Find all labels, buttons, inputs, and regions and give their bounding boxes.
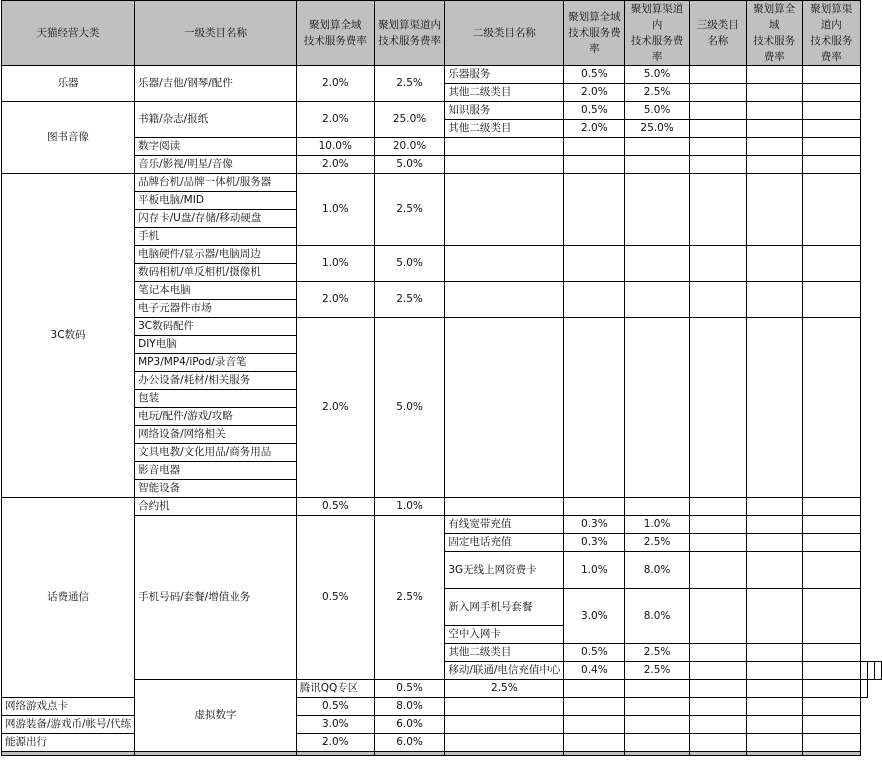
l1-name-cell: 手机号码/套餐/增值业务 (135, 516, 297, 680)
empty-cell (625, 174, 689, 246)
empty-cell (802, 680, 860, 698)
empty-cell (746, 246, 802, 282)
l1-name-cell: 品牌台机/品牌一体机/服务器 (135, 174, 297, 192)
l2-name-cell: 其他二级类目 (445, 84, 564, 102)
header-text: 技术服务费率 (810, 35, 853, 63)
l1-name-cell: 网络游戏点卡 (2, 698, 135, 716)
empty-cell (564, 246, 625, 282)
header-text: 聚划算全域 (753, 3, 796, 31)
l1-name-cell: 办公设备/耗材/相关服务 (135, 372, 297, 390)
header-l3-all-rate (746, 1, 802, 66)
empty-cell (746, 680, 802, 698)
empty-cell (689, 534, 746, 552)
empty-cell (746, 589, 802, 644)
footer-cell (625, 752, 689, 756)
empty-cell (746, 498, 802, 516)
empty-cell (445, 282, 564, 318)
table-row (2, 716, 882, 734)
empty-cell (625, 680, 689, 698)
empty-cell (802, 156, 860, 174)
empty-cell (689, 120, 746, 138)
l1-all-rate-cell: 2.0% (296, 318, 374, 498)
l1-all-rate-cell: 2.0% (296, 66, 374, 102)
empty-cell (802, 318, 860, 498)
l1-all-rate-cell: 2.0% (296, 282, 374, 318)
l2-name-cell: 知识服务 (445, 102, 564, 120)
empty-cell (564, 680, 625, 698)
l2-name-cell: 其他二级类目 (445, 644, 564, 662)
header-l3-name (689, 1, 746, 66)
l2-name-cell: 3G无线上网资费卡 (445, 552, 564, 589)
l1-name-cell: 合约机 (135, 498, 297, 516)
empty-cell (746, 734, 802, 752)
empty-cell (689, 66, 746, 84)
footer-cell (802, 752, 860, 756)
l1-name-cell: 手机 (135, 228, 297, 246)
header-text: 技术服务费率 (753, 35, 796, 63)
empty-cell (802, 698, 860, 716)
l1-all-rate-cell: 0.4% (564, 662, 625, 680)
empty-cell (625, 716, 689, 734)
empty-cell (445, 246, 564, 282)
footer-cell (746, 752, 802, 756)
l1-all-rate-cell: 2.0% (296, 156, 374, 174)
empty-cell (689, 102, 746, 120)
empty-cell (802, 282, 860, 318)
category-cell: 话费通信 (2, 498, 135, 698)
footer-cell (135, 752, 297, 756)
empty-cell (564, 174, 625, 246)
header-l2-name (445, 1, 564, 66)
header-text: 天猫经营大类 (36, 27, 100, 39)
table-row (2, 698, 882, 716)
l1-name-cell: 笔记本电脑 (135, 282, 297, 300)
l2-channel-rate-cell: 8.0% (625, 589, 689, 644)
empty-cell (625, 734, 689, 752)
l1-all-rate-cell: 3.0% (296, 716, 374, 734)
empty-cell (802, 120, 860, 138)
l1-name-cell: DIY电脑 (135, 336, 297, 354)
empty-cell (802, 644, 860, 662)
l1-channel-rate-cell: 2.5% (374, 174, 445, 246)
empty-cell (746, 552, 802, 589)
empty-cell (802, 174, 860, 246)
empty-cell (689, 246, 746, 282)
l1-name-cell: 电玩/配件/游戏/攻略 (135, 408, 297, 426)
empty-cell (445, 734, 564, 752)
empty-cell (802, 589, 860, 644)
footer-cell (445, 752, 564, 756)
l1-channel-rate-cell: 6.0% (374, 734, 445, 752)
empty-cell (564, 698, 625, 716)
table-row (2, 66, 882, 84)
l1-name-cell: 电子元器件市场 (135, 300, 297, 318)
header-text: 技术服务费率 (568, 27, 621, 55)
empty-cell (564, 282, 625, 318)
l1-channel-rate-cell: 20.0% (374, 138, 445, 156)
l1-name-cell: 文具电教/文化用品/商务用品 (135, 444, 297, 462)
empty-cell (625, 138, 689, 156)
header-text: 聚划算全域 (568, 11, 621, 23)
l1-all-rate-cell: 0.5% (296, 498, 374, 516)
l1-all-rate-cell: 0.5% (296, 698, 374, 716)
l2-all-rate-cell: 0.5% (564, 644, 625, 662)
header-l2-all-rate (564, 1, 625, 66)
empty-cell (625, 282, 689, 318)
l1-name-cell: 音乐/影视/明星/音像 (135, 156, 297, 174)
l2-all-rate-cell: 0.3% (564, 516, 625, 534)
l1-name-cell: 闪存卡/U盘/存储/移动硬盘 (135, 210, 297, 228)
footer-cell (374, 752, 445, 756)
empty-cell (746, 534, 802, 552)
l1-channel-rate-cell: 2.5% (445, 680, 564, 698)
empty-cell (802, 498, 860, 516)
empty-cell (802, 66, 860, 84)
empty-cell (564, 716, 625, 734)
header-l1-channel-rate (374, 1, 445, 66)
l1-channel-rate-cell: 1.0% (374, 498, 445, 516)
empty-cell (564, 498, 625, 516)
header-text: 二级类目名称 (472, 27, 536, 39)
empty-cell (746, 282, 802, 318)
header-l1-name (135, 1, 297, 66)
empty-cell (689, 516, 746, 534)
l1-all-rate-cell: 2.0% (296, 734, 374, 752)
empty-cell (746, 662, 802, 680)
l1-channel-rate-cell: 5.0% (374, 246, 445, 282)
empty-cell (689, 282, 746, 318)
empty-cell (861, 662, 868, 680)
empty-cell (625, 498, 689, 516)
l1-all-rate-cell: 1.0% (296, 246, 374, 282)
empty-cell (625, 246, 689, 282)
empty-cell (802, 552, 860, 589)
category-cell: 乐器 (2, 66, 135, 102)
empty-cell (689, 734, 746, 752)
empty-cell (746, 644, 802, 662)
empty-cell (564, 138, 625, 156)
l1-name-cell: 书籍/杂志/报纸 (135, 102, 297, 138)
header-text: 聚划算渠道内 (378, 19, 442, 31)
empty-cell (564, 734, 625, 752)
l2-channel-rate-cell: 2.5% (625, 84, 689, 102)
empty-cell (875, 662, 882, 680)
empty-cell (861, 680, 868, 698)
l2-channel-rate-cell: 2.5% (625, 644, 689, 662)
empty-cell (746, 174, 802, 246)
empty-cell (802, 84, 860, 102)
l2-name-cell: 乐器服务 (445, 66, 564, 84)
l2-channel-rate-cell: 5.0% (625, 102, 689, 120)
empty-cell (445, 318, 564, 498)
l2-all-rate-cell: 0.5% (564, 66, 625, 84)
l1-channel-rate-cell: 5.0% (374, 156, 445, 174)
empty-cell (689, 589, 746, 644)
l2-channel-rate-cell: 2.5% (625, 534, 689, 552)
l2-channel-rate-cell: 25.0% (625, 120, 689, 138)
l1-name-cell: 数码相机/单反相机/摄像机 (135, 264, 297, 282)
header-l3-channel-rate (802, 1, 860, 66)
fee-rate-table (1, 0, 882, 756)
header-text: 技术服务费率 (303, 35, 367, 47)
empty-cell (802, 102, 860, 120)
l1-channel-rate-cell: 5.0% (374, 318, 445, 498)
l1-channel-rate-cell: 6.0% (374, 716, 445, 734)
l1-name-cell: 3C数码配件 (135, 318, 297, 336)
l1-all-rate-cell: 2.0% (296, 102, 374, 138)
l1-all-rate-cell: 0.5% (374, 680, 445, 698)
footer-cell (296, 752, 374, 756)
empty-cell (564, 318, 625, 498)
empty-cell (689, 644, 746, 662)
header-row (2, 1, 882, 66)
header-text: 聚划算全域 (309, 19, 362, 31)
l1-name-cell: 包装 (135, 390, 297, 408)
empty-cell (746, 66, 802, 84)
empty-cell (625, 156, 689, 174)
l2-name-cell: 空中入网卡 (445, 626, 564, 644)
l2-name-cell: 其他二级类目 (445, 120, 564, 138)
l1-name-cell: 网络设备/网络相关 (135, 426, 297, 444)
empty-cell (746, 716, 802, 734)
empty-cell (689, 552, 746, 589)
category-cell: 虚拟数字 (135, 680, 297, 752)
l1-channel-rate-cell: 2.5% (374, 66, 445, 102)
table-row (2, 498, 882, 516)
l1-channel-rate-cell: 25.0% (374, 102, 445, 138)
l2-all-rate-cell: 0.3% (564, 534, 625, 552)
empty-cell (689, 156, 746, 174)
l1-channel-rate-cell: 2.5% (374, 282, 445, 318)
l1-name-cell: 影音电器 (135, 462, 297, 480)
empty-cell (868, 662, 875, 680)
l1-name-cell: 腾讯QQ专区 (296, 680, 374, 698)
l1-channel-rate-cell: 2.5% (374, 516, 445, 680)
l1-name-cell: 平板电脑/MID (135, 192, 297, 210)
empty-cell (689, 498, 746, 516)
empty-cell (689, 84, 746, 102)
empty-cell (746, 102, 802, 120)
header-text: 技术服务费率 (378, 35, 442, 47)
l1-name-cell: MP3/MP4/iPod/录音笔 (135, 354, 297, 372)
l2-channel-rate-cell: 8.0% (625, 552, 689, 589)
l1-all-rate-cell: 10.0% (296, 138, 374, 156)
l1-name-cell: 移动/联通/电信充值中心 (445, 662, 564, 680)
l2-name-cell: 固定电话充值 (445, 534, 564, 552)
l2-all-rate-cell: 2.0% (564, 84, 625, 102)
empty-cell (746, 516, 802, 534)
empty-cell (746, 156, 802, 174)
empty-cell (802, 516, 860, 534)
empty-cell (689, 318, 746, 498)
empty-cell (802, 716, 860, 734)
empty-cell (802, 534, 860, 552)
header-text: 技术服务费率 (630, 35, 684, 63)
footer-cell (564, 752, 625, 756)
table-row (2, 102, 882, 120)
empty-cell (746, 698, 802, 716)
l1-name-cell: 网游装备/游戏币/帐号/代练 (2, 716, 135, 734)
empty-cell (689, 680, 746, 698)
l2-channel-rate-cell: 1.0% (625, 516, 689, 534)
category-cell: 图书音像 (2, 102, 135, 174)
l2-all-rate-cell: 0.5% (564, 102, 625, 120)
empty-cell (445, 498, 564, 516)
empty-cell (689, 716, 746, 734)
header-text: 一级类目名称 (183, 27, 247, 39)
header-tmall-category (2, 1, 135, 66)
empty-cell (802, 138, 860, 156)
empty-cell (802, 734, 860, 752)
l1-channel-rate-cell: 8.0% (374, 698, 445, 716)
l1-all-rate-cell: 0.5% (296, 516, 374, 680)
footer-cell (2, 752, 135, 756)
l2-all-rate-cell: 2.0% (564, 120, 625, 138)
empty-cell (625, 318, 689, 498)
l1-all-rate-cell: 1.0% (296, 174, 374, 246)
table-row (2, 734, 882, 752)
footer-cell (689, 752, 746, 756)
empty-cell (689, 662, 746, 680)
empty-cell (802, 246, 860, 282)
l2-all-rate-cell: 3.0% (564, 589, 625, 644)
l1-channel-rate-cell: 2.5% (625, 662, 689, 680)
empty-cell (689, 138, 746, 156)
empty-cell (802, 662, 860, 680)
l1-name-cell: 数字阅读 (135, 138, 297, 156)
header-l1-all-rate (296, 1, 374, 66)
l2-name-cell: 有线宽带充值 (445, 516, 564, 534)
l1-name-cell: 智能设备 (135, 480, 297, 498)
l1-name-cell: 能源出行 (2, 734, 135, 752)
l2-name-cell: 新入网手机号套餐 (445, 589, 564, 626)
empty-cell (746, 84, 802, 102)
l1-name-cell: 电脑硬件/显示器/电脑周边 (135, 246, 297, 264)
empty-cell (746, 120, 802, 138)
empty-cell (746, 138, 802, 156)
empty-cell (445, 716, 564, 734)
empty-cell (445, 698, 564, 716)
empty-cell (625, 698, 689, 716)
header-text: 聚划算渠道内 (630, 3, 684, 31)
category-cell: 3C数码 (2, 174, 135, 498)
empty-cell (689, 698, 746, 716)
empty-cell (445, 174, 564, 246)
header-text: 聚划算渠道内 (810, 3, 853, 31)
table-footer-band (2, 752, 882, 756)
empty-cell (445, 156, 564, 174)
empty-cell (564, 156, 625, 174)
l2-channel-rate-cell: 5.0% (625, 66, 689, 84)
empty-cell (445, 138, 564, 156)
table-row (2, 174, 882, 192)
header-text: 三级类目名称 (696, 19, 739, 47)
empty-cell (746, 318, 802, 498)
header-l2-channel-rate (625, 1, 689, 66)
l2-all-rate-cell: 1.0% (564, 552, 625, 589)
l1-name-cell: 乐器/吉他/钢琴/配件 (135, 66, 297, 102)
empty-cell (689, 174, 746, 246)
